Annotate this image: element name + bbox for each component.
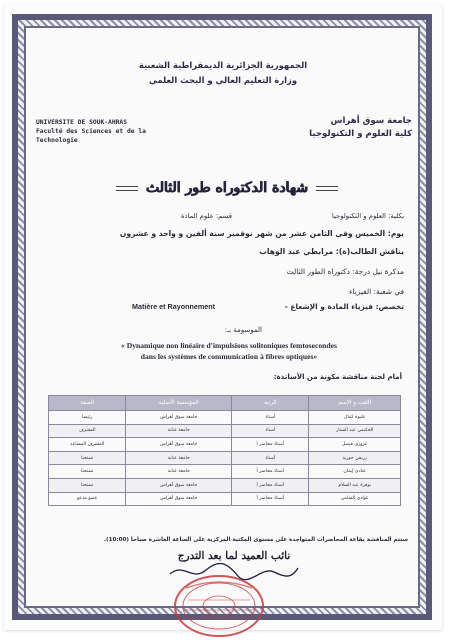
cell-rank: أستاذ <box>232 451 309 465</box>
cell-institution: جامعة عنابة <box>126 424 232 438</box>
cell-institution: جامعة سوق أهراس <box>126 411 232 425</box>
table-row <box>49 411 401 425</box>
certificate-body <box>24 26 420 608</box>
header-rank: الرتبة <box>232 396 309 411</box>
university-ar-line: جامعة سوق أهراس <box>330 116 412 126</box>
thesis-title-line1: « Dynamique non linéaire d'impulsions solitoniques femtosecondes <box>121 341 337 350</box>
cell-rank: أستاذ محاضر أ <box>232 478 309 492</box>
certificate-page <box>4 4 442 630</box>
cell-name: عليوة كمال <box>309 411 401 425</box>
cell-institution: جامعة سوق أهراس <box>126 492 232 506</box>
cell-name: الحكيمي عبد الستار <box>309 424 401 438</box>
venue-note: ستتم المناقشة بقاعة المحاضرات المتواجدة على مستوى المكتبة المركزية على الساعة العاشرة صباحا (10:00). <box>103 537 408 543</box>
cell-institution: جامعة عنابة <box>126 451 232 465</box>
table-row <box>49 424 401 438</box>
candidate-line: يناقش الطالب(ة): مرابطي عبد الوهاب <box>259 247 404 256</box>
faculty-fr-line: Faculté des Sciences et de la <box>36 128 146 135</box>
cell-role: رئيسا <box>49 411 126 425</box>
cell-role: المشرف <box>49 424 126 438</box>
cell-role: المشرف المساعد <box>49 438 126 452</box>
cell-name: عنادي إيمان <box>309 465 401 479</box>
thesis-title-line2: dans les systèmes de communication à fibres optiques» <box>140 352 318 361</box>
header-name: اللقب و الإسم <box>309 396 401 411</box>
cell-role: عضو مدعو <box>49 492 126 506</box>
decorative-border <box>12 14 432 620</box>
cell-rank: أستاذ محاضر أ <box>232 492 309 506</box>
header-role: الصفة <box>49 396 126 411</box>
specialty-line-ar: تخصص: فيزياء المادة و الإشعاع - <box>284 302 404 311</box>
specialty-line-fr: Matière et Rayonnement <box>132 302 216 311</box>
cell-name: زريقي حورية <box>309 451 401 465</box>
theme-label: الموسومة بـ: <box>224 326 262 334</box>
jury-table <box>48 395 401 506</box>
university-name-ar <box>242 115 412 141</box>
jury-intro: أمام لجنة مناقشة مكونة من الأساتذة: <box>273 373 402 381</box>
cell-institution: جامعة عنابة <box>126 465 232 479</box>
date-line: يوم: الخميس وفي الثامن عشر من شهر نوفمبر سنة ألفين و واحد و عشرون <box>119 229 404 238</box>
cell-rank: أستاذ محاضر أ <box>232 465 309 479</box>
cell-institution: جامعة سوق أهراس <box>126 478 232 492</box>
faculty-ar-line: كلية العلوم و التكنولوجيا <box>309 129 412 139</box>
cell-rank: أستاذ محاضر أ <box>232 438 309 452</box>
signature-scribble-icon <box>164 560 304 584</box>
cell-role: ممتحنا <box>49 478 126 492</box>
domain-line: في شعبة: الفيزياء <box>349 287 404 296</box>
cell-rank: أستاذ <box>232 411 309 425</box>
table-row <box>49 451 401 465</box>
cell-name: عوادي السامي <box>309 492 401 506</box>
jury-header-row <box>49 396 401 411</box>
table-row <box>49 478 401 492</box>
cell-rank: أستاذ <box>232 424 309 438</box>
cell-role: ممتحنا <box>49 465 126 479</box>
ministry-header: وزارة التعليم العالي و البحث العلمي <box>148 75 298 85</box>
cell-name: بوقرة عبد السلام <box>309 478 401 492</box>
table-row <box>49 465 401 479</box>
faculty-fr-line-2: Technologie <box>36 137 78 144</box>
faculty-line: بكلية: العلوم و التكنولوجيا <box>331 212 404 220</box>
degree-line: مذكرة نيل درجة: دكتوراه الطور الثالث <box>286 267 404 276</box>
thesis-title <box>54 340 404 362</box>
department-line: قسم: علوم المادة <box>180 212 232 220</box>
signature-title: نائب العميد لما بعد التدرج <box>177 550 291 562</box>
cell-name: عزوزي فيصل <box>309 438 401 452</box>
certificate-title: شهادة الدكتوراه طور الثالث <box>122 174 332 202</box>
table-row <box>49 438 401 452</box>
university-name-fr <box>36 118 176 145</box>
header-institution: المؤسسة الأصلية <box>126 396 232 411</box>
cell-institution: جامعة سوق أهراس <box>126 438 232 452</box>
cell-role: ممتحنا <box>49 451 126 465</box>
republic-header: الجمهورية الجزائرية الديمقراطية الشعبية <box>138 60 308 70</box>
table-row <box>49 492 401 506</box>
university-fr-line: UNIVERSITE DE SOUK-AHRAS <box>36 119 127 126</box>
